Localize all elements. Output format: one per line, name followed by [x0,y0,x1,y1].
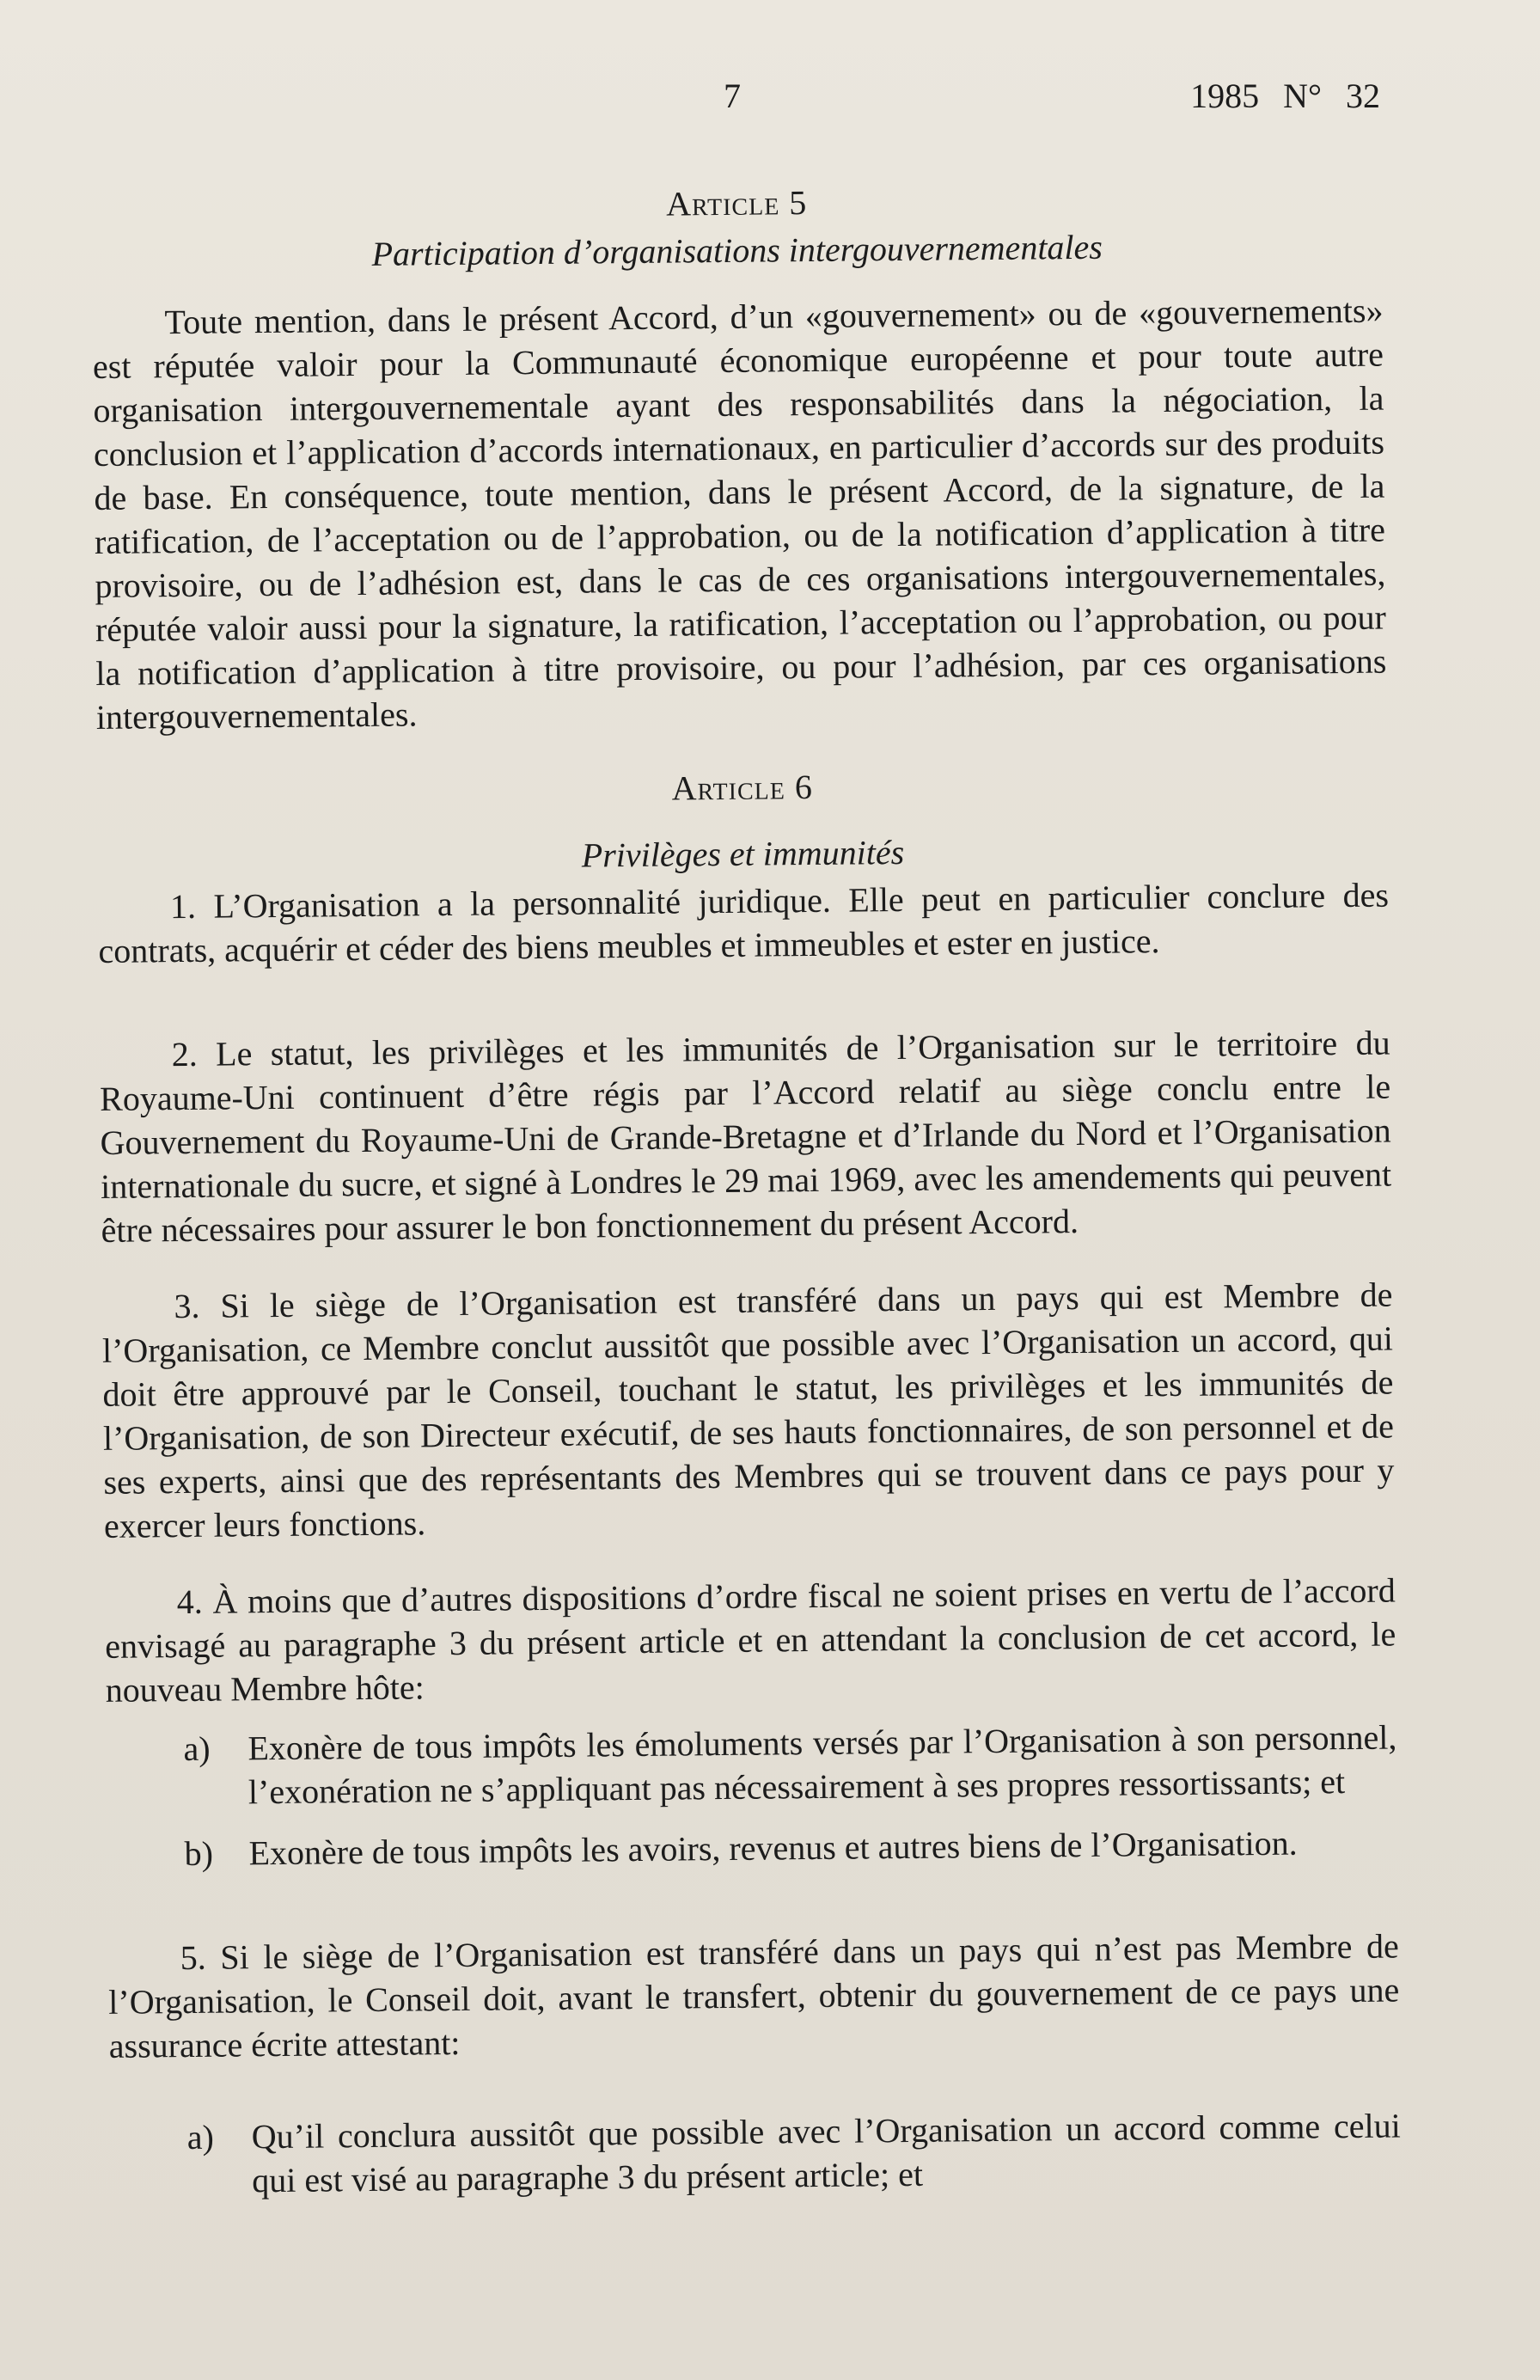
list-item-text: Exonère de tous impôts les avoirs, revenus et autres biens de l’Organisation. [248,1823,1298,1873]
page-number: 7 [724,76,741,115]
article-6-title: Article 6 [671,767,814,808]
article-6-subtitle: Privilèges et immunités [581,832,905,875]
article-5-subtitle: Participation d’organisations intergouvernementales [371,227,1103,273]
list-item [106,1715,1397,1814]
article-5-title: Article 5 [665,183,808,223]
page-header [0,76,1540,127]
paragraph-2: 2. Le statut, les privilèges et les immunités de l’Organisation sur le territoire du Royaume-Uni continuent d’être régis par l’Accord relatif au siège conclu entre le Gouvernement du Royaume-Uni de Grande-Bretagne et d’Irlande du Nord et l’Organisation internationale du sucre, et signé à Londres le 29 mai 1969, avec les amendements qui peuvent être nécessaires pour assurer le bon fonctionnement du présent Accord. [99,1023,1392,1250]
paragraph-3: 3. Si le siège de l’Organisation est transféré dans un pays qui est Membre de l’Organisation, ce Membre conclut aussitôt que possible avec l’Organisation un accord, qui doit être approuvé par le Conseil, touchant le statut, les privilèges et les immunités de l’Organisation, de son Directeur exécutif, de ses hauts fonctionnaires, de son personnel et de ses experts, ainsi que des représentants des Membres qui se trouvent dans ce pays pour y exercer leurs fonctions. [101,1275,1395,1545]
article-5 [91,175,1387,739]
list-item-text: Exonère de tous impôts les émoluments versés par l’Organisation à son personnel, l’exonération ne s’appliquant pas nécessairement à ses propres ressortissants; et [248,1717,1397,1812]
document-body [91,175,1401,2204]
list-item-label: a) [183,1728,211,1769]
paragraph-1: 1. L’Organisation a la personnalité juridique. Elle peut en particulier conclure des contrats, acquérir et céder des biens meubles et immeubles et ester en justice. [98,875,1390,970]
list-item-label: a) [186,2117,215,2157]
volume-number: 1985 N° 32 [1190,76,1380,115]
article-5-text: Toute mention, dans le présent Accord, d’un «gouvernement» ou de «gouvernements» est réputée valoir pour la Communauté économique européenne et pour toute autre organisation intergouvernementale ayant des responsabilités dans la négociation, la conclusion et l’application d’accords internationaux, en particulier d’accords sur des produits de base. En conséquence, toute mention, dans le présent Accord, de la signature, de la ratification, de l’acceptation ou de l’approbation, ou de la notification d’application à titre provisoire, ou de l’adhésion est, dans le cas de ces organisations intergouvernementales, réputée valoir aussi pour la signature, la ratification, l’acceptation ou l’approbation, ou pour la notification d’application à titre provisoire, ou pour l’adhésion, par ces organisations intergouvernementales. [92,291,1387,737]
list-item-text: Qu’il conclura aussitôt que possible avec l’Organisation un accord comme celui qui est visé au paragraphe 3 du présent article; et [251,2106,1401,2200]
list-item [110,2103,1402,2203]
list-item-label: b) [184,1833,214,1874]
paragraph-5: 5. Si le siège de l’Organisation est transféré dans un pays qui n’est pas Membre de l’Organisation, le Conseil doit, avant le transfert, obtenir du gouvernement de ce pays une assurance écrite attestant: [108,1926,1400,2065]
paragraph-4: 4. À moins que d’autres dispositions d’ordre fiscal ne soient prises en vertu de l’accord envisagé au paragraphe 3 du présent article et en attendant la conclusion de cet accord, le nouveau Membre hôte: [105,1570,1396,1710]
article-6 [97,760,1402,2204]
